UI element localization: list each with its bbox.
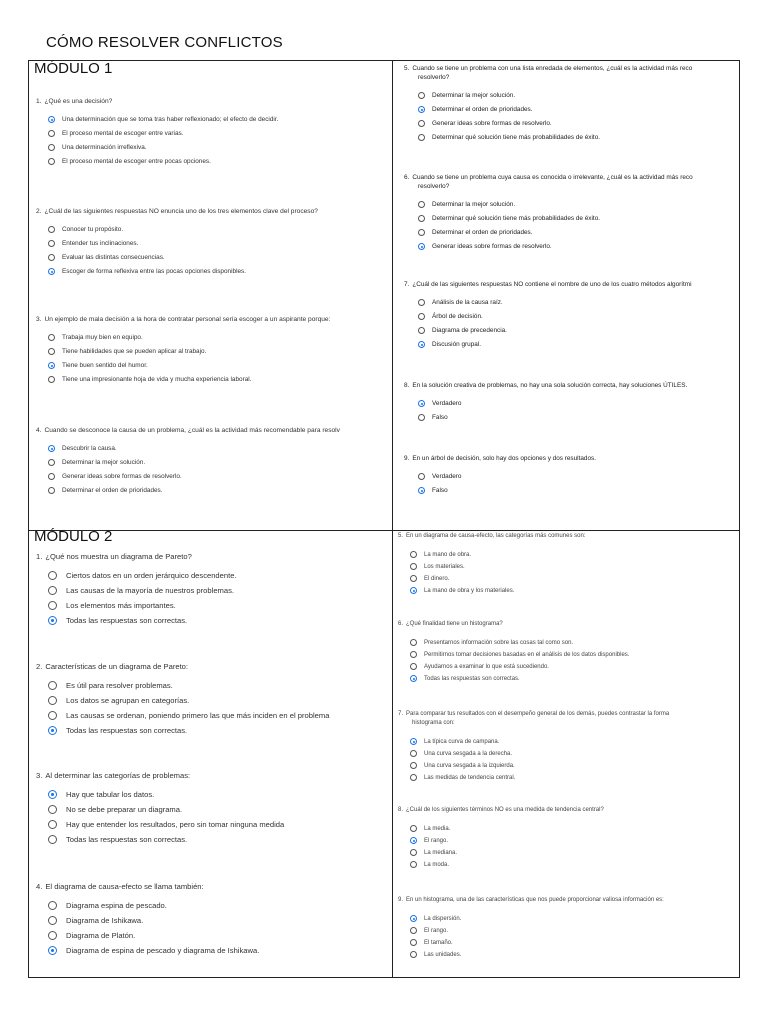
- answer-option[interactable]: [418, 92, 739, 99]
- answer-option-label: La mano de obra.: [424, 551, 472, 558]
- answer-option[interactable]: [48, 226, 390, 233]
- answer-option[interactable]: [48, 158, 390, 165]
- module-2-left-panel: [36, 552, 390, 976]
- radio-unselected-icon[interactable]: [48, 696, 57, 705]
- answer-option[interactable]: [418, 473, 739, 480]
- radio-selected-icon[interactable]: [48, 790, 57, 799]
- question-text: [398, 806, 739, 815]
- answer-option-label: Conocer tu propósito.: [62, 226, 124, 233]
- question: [36, 207, 390, 275]
- radio-unselected-icon[interactable]: [48, 571, 57, 580]
- answer-option[interactable]: [410, 663, 739, 670]
- question: [404, 381, 739, 421]
- answer-option[interactable]: [48, 240, 390, 247]
- answer-option[interactable]: [48, 711, 390, 720]
- question-number: 3.: [36, 771, 43, 780]
- radio-selected-icon[interactable]: [418, 243, 425, 250]
- answer-option[interactable]: [418, 487, 739, 494]
- answer-option-label: Los materiales.: [424, 563, 465, 570]
- document-title: CÓMO RESOLVER CONFLICTOS: [46, 34, 283, 51]
- question-text: [36, 662, 390, 671]
- radio-unselected-icon[interactable]: [48, 931, 57, 940]
- answer-option-label: El tamaño.: [424, 939, 453, 946]
- answer-option[interactable]: [48, 571, 390, 580]
- radio-unselected-icon[interactable]: [410, 774, 417, 781]
- answer-option-label: Las causas de la mayoría de nuestros problemas.: [66, 586, 234, 595]
- radio-unselected-icon[interactable]: [410, 563, 417, 570]
- radio-unselected-icon[interactable]: [418, 92, 425, 99]
- module-2-right-panel: [398, 532, 739, 976]
- question-label: ¿Qué es una decisión?: [44, 98, 113, 105]
- answer-option[interactable]: [410, 563, 739, 570]
- answer-option-label: No se debe preparar un diagrama.: [66, 805, 183, 814]
- question-number: 7.: [404, 281, 410, 288]
- answer-option[interactable]: [48, 334, 390, 341]
- answer-option[interactable]: [48, 487, 390, 494]
- answer-option[interactable]: [48, 901, 390, 910]
- radio-unselected-icon[interactable]: [410, 651, 417, 658]
- question-number: 5.: [398, 533, 404, 539]
- answer-option-label: Determinar el orden de prioridades.: [432, 106, 533, 113]
- answer-option-label: Todas las respuestas son correctas.: [66, 616, 188, 625]
- answer-option-label: El dinero.: [424, 575, 450, 582]
- answer-option-label: Todas las respuestas son correctas.: [66, 726, 188, 735]
- answer-option-label: Todas las respuestas son correctas.: [66, 835, 188, 844]
- radio-selected-icon[interactable]: [410, 738, 417, 745]
- radio-unselected-icon[interactable]: [418, 299, 425, 306]
- answer-option[interactable]: [418, 414, 739, 421]
- question-text: [398, 532, 739, 541]
- answer-option[interactable]: [418, 327, 739, 334]
- question-label: Características de un diagrama de Pareto:: [45, 662, 189, 671]
- answer-option[interactable]: [410, 762, 739, 769]
- radio-unselected-icon[interactable]: [48, 820, 57, 829]
- right-border: [739, 60, 740, 978]
- answer-option-label: Diagrama de Ishikawa.: [66, 916, 144, 925]
- radio-unselected-icon[interactable]: [48, 254, 55, 261]
- radio-unselected-icon[interactable]: [418, 229, 425, 236]
- question-number: 5.: [404, 65, 410, 72]
- answer-option[interactable]: [48, 916, 390, 925]
- radio-unselected-icon[interactable]: [48, 805, 57, 814]
- question: [398, 806, 739, 868]
- answer-option-label: Generar ideas sobre formas de resolverlo.: [432, 120, 552, 127]
- answer-option-label: Descubrir la causa.: [62, 445, 117, 452]
- question-text: [36, 426, 390, 435]
- question-text: [404, 280, 739, 289]
- radio-selected-icon[interactable]: [410, 837, 417, 844]
- answer-option-label: Determinar qué solución tiene más probabilidades de éxito.: [432, 215, 601, 222]
- radio-unselected-icon[interactable]: [418, 473, 425, 480]
- answer-option[interactable]: [48, 790, 390, 799]
- radio-unselected-icon[interactable]: [410, 951, 417, 958]
- answer-option[interactable]: [48, 805, 390, 814]
- answer-option-label: La mano de obra y los materiales.: [424, 587, 515, 594]
- answer-option[interactable]: [48, 116, 390, 123]
- radio-unselected-icon[interactable]: [48, 681, 57, 690]
- answer-option[interactable]: [418, 341, 739, 348]
- answer-option[interactable]: [418, 134, 739, 141]
- answer-option[interactable]: [48, 445, 390, 452]
- question-label: En un árbol de decisión, solo hay dos opciones y dos resultados.: [412, 455, 597, 462]
- question-label: Cuando se tiene un problema con una lista enredada de elementos, ¿cuál es la actividad más reco: [412, 65, 693, 72]
- answer-option[interactable]: [418, 243, 739, 250]
- radio-unselected-icon[interactable]: [410, 849, 417, 856]
- question-number: 2.: [36, 662, 43, 671]
- answer-option[interactable]: [48, 254, 390, 261]
- answer-option-label: Determinar el orden de prioridades.: [432, 229, 533, 236]
- answer-option-label: Hay que entender los resultados, pero sin tomar ninguna medida: [66, 820, 285, 829]
- radio-selected-icon[interactable]: [418, 341, 425, 348]
- question: [36, 315, 390, 383]
- radio-unselected-icon[interactable]: [48, 487, 55, 494]
- question-number: 3.: [36, 316, 42, 323]
- radio-unselected-icon[interactable]: [410, 939, 417, 946]
- radio-unselected-icon[interactable]: [410, 750, 417, 757]
- answer-option[interactable]: [48, 130, 390, 137]
- question: [398, 710, 739, 781]
- radio-unselected-icon[interactable]: [410, 927, 417, 934]
- question-label: ¿Cuál de los siguientes términos NO es una medida de tendencia central?: [406, 807, 604, 813]
- question: [36, 426, 390, 494]
- answer-option[interactable]: [48, 946, 390, 955]
- radio-unselected-icon[interactable]: [410, 663, 417, 670]
- answer-option[interactable]: [410, 939, 739, 946]
- answer-option-label: El proceso mental de escoger entre varias.: [62, 130, 184, 137]
- answer-option-label: Escoger de forma reflexiva entre las pocas opciones disponibles.: [62, 268, 247, 275]
- radio-unselected-icon[interactable]: [418, 134, 425, 141]
- radio-unselected-icon[interactable]: [418, 120, 425, 127]
- question-text: [36, 882, 390, 891]
- radio-unselected-icon[interactable]: [418, 313, 425, 320]
- question-label: Cuando se desconoce la causa de un problema, ¿cuál es la actividad más recomendable para resolv: [44, 427, 340, 434]
- answer-option[interactable]: [48, 681, 390, 690]
- answer-option-label: Diagrama de precedencia.: [432, 327, 507, 334]
- answer-option[interactable]: [48, 726, 390, 735]
- question-label: En un histograma, una de las características que nos puede proporcionar valiosa información es:: [406, 897, 664, 903]
- answer-option-label: Los elementos más importantes.: [66, 601, 176, 610]
- column-divider: [392, 60, 393, 978]
- answer-option[interactable]: [418, 229, 739, 236]
- module-1-title: MÓDULO 1: [34, 60, 113, 77]
- answer-option[interactable]: [410, 849, 739, 856]
- radio-unselected-icon[interactable]: [48, 901, 57, 910]
- radio-unselected-icon[interactable]: [48, 376, 55, 383]
- answer-option-label: El rango.: [424, 927, 449, 934]
- question-text: [398, 620, 739, 629]
- answer-option-label: La típica curva de campana.: [424, 738, 500, 745]
- radio-unselected-icon[interactable]: [48, 334, 55, 341]
- question-text: [36, 207, 390, 216]
- answer-option-label: Ciertos datos en un orden jerárquico descendente.: [66, 571, 237, 580]
- answer-option[interactable]: [418, 106, 739, 113]
- radio-unselected-icon[interactable]: [48, 348, 55, 355]
- answer-option-label: La media.: [424, 825, 451, 832]
- answer-option-label: Generar ideas sobre formas de resolverlo.: [432, 243, 552, 250]
- question-text-continued: resolverlo?: [418, 183, 450, 190]
- question-text: [404, 64, 739, 73]
- question-label: Un ejemplo de mala decisión a la hora de contratar personal sería escoger a un aspirante porque:: [44, 316, 331, 323]
- answer-option[interactable]: [418, 201, 739, 208]
- answer-option-label: Es útil para resolver problemas.: [66, 681, 173, 690]
- radio-selected-icon[interactable]: [48, 726, 57, 735]
- question-number: 8.: [398, 807, 404, 813]
- radio-unselected-icon[interactable]: [48, 130, 55, 137]
- answer-option[interactable]: [48, 362, 390, 369]
- question: [398, 896, 739, 958]
- radio-selected-icon[interactable]: [418, 400, 425, 407]
- question: [404, 173, 739, 250]
- radio-selected-icon[interactable]: [48, 268, 55, 275]
- answer-option[interactable]: [410, 575, 739, 582]
- radio-selected-icon[interactable]: [48, 616, 57, 625]
- module-1-right-panel: [404, 64, 739, 526]
- question-number: 6.: [404, 174, 410, 181]
- radio-selected-icon[interactable]: [48, 116, 55, 123]
- question-number: 9.: [404, 455, 410, 462]
- answer-option-label: Ayudarnos a examinar lo que está sucediendo.: [424, 663, 549, 670]
- answer-option[interactable]: [410, 750, 739, 757]
- question-label: ¿Cuál de las siguientes respuestas NO enuncia uno de los tres elementos clave del proceso?: [44, 208, 318, 215]
- radio-selected-icon[interactable]: [418, 106, 425, 113]
- answer-option-label: Determinar la mejor solución.: [62, 459, 146, 466]
- answer-option-label: Falso: [432, 487, 448, 494]
- question-number: 2.: [36, 208, 42, 215]
- question-label: ¿Qué finalidad tiene un histograma?: [406, 621, 503, 627]
- module-2-title: MÓDULO 2: [34, 528, 113, 545]
- question-label: En la solución creativa de problemas, no hay una sola solución correcta, hay soluciones ÚTILES.: [412, 382, 688, 389]
- answer-option[interactable]: [418, 215, 739, 222]
- question-number: 7.: [398, 711, 404, 717]
- answer-option[interactable]: [48, 459, 390, 466]
- answer-option-label: Una determinación irreflexiva.: [62, 144, 147, 151]
- answer-option[interactable]: [418, 120, 739, 127]
- radio-unselected-icon[interactable]: [48, 144, 55, 151]
- question-text: [36, 97, 390, 106]
- radio-unselected-icon[interactable]: [410, 825, 417, 832]
- question-text: [404, 381, 739, 390]
- answer-option-label: Todas las respuestas son correctas.: [424, 675, 520, 682]
- answer-option[interactable]: [48, 696, 390, 705]
- question-label: Para comparar tus resultados con el desempeño general de los demás, puedes contrastar la forma: [406, 711, 670, 717]
- radio-unselected-icon[interactable]: [48, 835, 57, 844]
- answer-option[interactable]: [48, 473, 390, 480]
- question-text: [36, 552, 390, 561]
- question: [36, 97, 390, 165]
- question-text: [398, 710, 739, 719]
- question-text: [404, 454, 739, 463]
- answer-option[interactable]: [410, 738, 739, 745]
- answer-option-label: Permitirnos tomar decisiones basadas en el análisis de los datos disponibles.: [424, 651, 630, 658]
- radio-selected-icon[interactable]: [410, 675, 417, 682]
- radio-unselected-icon[interactable]: [418, 215, 425, 222]
- radio-unselected-icon[interactable]: [48, 459, 55, 466]
- radio-unselected-icon[interactable]: [48, 158, 55, 165]
- radio-selected-icon[interactable]: [410, 587, 417, 594]
- radio-unselected-icon[interactable]: [418, 327, 425, 334]
- answer-option-label: Determinar la mejor solución.: [432, 201, 516, 208]
- module-divider: [28, 530, 740, 531]
- question: [404, 454, 739, 494]
- radio-unselected-icon[interactable]: [48, 226, 55, 233]
- answer-option-label: La moda.: [424, 861, 450, 868]
- answer-option-label: Presentarnos información sobre las cosas tal como son.: [424, 639, 574, 646]
- answer-option-label: Árbol de decisión.: [432, 313, 483, 320]
- radio-unselected-icon[interactable]: [48, 240, 55, 247]
- question-number: 4.: [36, 427, 42, 434]
- question: [36, 771, 390, 844]
- question-text-continued: resolverlo?: [418, 74, 450, 81]
- answer-option-label: Hay que tabular los datos.: [66, 790, 155, 799]
- answer-option[interactable]: [410, 927, 739, 934]
- answer-option-label: Verdadero: [432, 400, 462, 407]
- answer-option-label: Las medidas de tendencia central.: [424, 774, 516, 781]
- answer-option-label: Determinar qué solución tiene más probabilidades de éxito.: [432, 134, 601, 141]
- answer-option-label: Entender tus inclinaciones.: [62, 240, 139, 247]
- radio-selected-icon[interactable]: [48, 362, 55, 369]
- radio-unselected-icon[interactable]: [418, 201, 425, 208]
- radio-selected-icon[interactable]: [418, 487, 425, 494]
- radio-unselected-icon[interactable]: [48, 601, 57, 610]
- question: [404, 64, 739, 141]
- answer-option[interactable]: [410, 951, 739, 958]
- answer-option-label: Diagrama de espina de pescado y diagrama de Ishikawa.: [66, 946, 260, 955]
- answer-option-label: Los datos se agrupan en categorías.: [66, 696, 190, 705]
- answer-option[interactable]: [410, 639, 739, 646]
- question-number: 9.: [398, 897, 404, 903]
- radio-unselected-icon[interactable]: [410, 575, 417, 582]
- question-text: [398, 896, 739, 905]
- answer-option-label: El proceso mental de escoger entre pocas opciones.: [62, 158, 211, 165]
- question-text: [36, 771, 390, 780]
- radio-selected-icon[interactable]: [48, 445, 55, 452]
- question-number: 6.: [398, 621, 404, 627]
- answer-option-label: Determinar el orden de prioridades.: [62, 487, 163, 494]
- answer-option-label: Las unidades.: [424, 951, 462, 958]
- answer-option[interactable]: [410, 675, 739, 682]
- radio-unselected-icon[interactable]: [48, 711, 57, 720]
- question-number: 1.: [36, 98, 42, 105]
- question-text: [404, 173, 739, 182]
- question-label: En un diagrama de causa-efecto, las categorías más comunes son:: [406, 533, 586, 539]
- question-label: El diagrama de causa-efecto se llama también:: [45, 882, 204, 891]
- answer-option[interactable]: [48, 144, 390, 151]
- question-label: ¿Cuál de las siguientes respuestas NO contiene el nombre de uno de los cuatro métodos algorítmi: [412, 281, 692, 288]
- answer-option-label: Evaluar las distintas consecuencias.: [62, 254, 165, 261]
- answer-option[interactable]: [410, 651, 739, 658]
- module-1-left-panel: [36, 97, 390, 527]
- answer-option[interactable]: [410, 825, 739, 832]
- radio-unselected-icon[interactable]: [48, 586, 57, 595]
- answer-option-label: Una determinación que se toma tras haber reflexionado; el efecto de decidir.: [62, 116, 279, 123]
- answer-option-label: Diagrama espina de pescado.: [66, 901, 167, 910]
- radio-selected-icon[interactable]: [48, 946, 57, 955]
- question: [398, 620, 739, 682]
- question-label: Al determinar las categorías de problemas:: [45, 771, 191, 780]
- answer-option[interactable]: [410, 774, 739, 781]
- question-text: [36, 315, 390, 324]
- answer-option[interactable]: [48, 820, 390, 829]
- question: [398, 532, 739, 594]
- answer-option[interactable]: [48, 601, 390, 610]
- question-number: 8.: [404, 382, 410, 389]
- radio-unselected-icon[interactable]: [410, 762, 417, 769]
- answer-option-label: Una curva sesgada a la izquierda.: [424, 762, 515, 769]
- answer-option[interactable]: [48, 268, 390, 275]
- answer-option-label: Discusión grupal.: [432, 341, 482, 348]
- radio-unselected-icon[interactable]: [48, 916, 57, 925]
- answer-option-label: Análisis de la causa raíz.: [432, 299, 503, 306]
- answer-option-label: La dispersión.: [424, 915, 462, 922]
- answer-option[interactable]: [418, 299, 739, 306]
- answer-option[interactable]: [410, 551, 739, 558]
- answer-option-label: Verdadero: [432, 473, 462, 480]
- answer-option[interactable]: [410, 861, 739, 868]
- answer-option-label: Una curva sesgada a la derecha.: [424, 750, 513, 757]
- answer-option[interactable]: [418, 313, 739, 320]
- question-label: Cuando se tiene un problema cuya causa es conocida o irrelevante, ¿cuál es la actividad más reco: [412, 174, 693, 181]
- answer-option-label: Trabaja muy bien en equipo.: [62, 334, 143, 341]
- question: [36, 882, 390, 955]
- answer-option-label: Falso: [432, 414, 448, 421]
- answer-option[interactable]: [410, 915, 739, 922]
- answer-option[interactable]: [410, 587, 739, 594]
- question-text-continued: histograma con:: [412, 720, 455, 726]
- answer-option-label: Generar ideas sobre formas de resolverlo.: [62, 473, 182, 480]
- question-number: 1.: [36, 552, 43, 561]
- question-number: 4.: [36, 882, 43, 891]
- answer-option[interactable]: [48, 931, 390, 940]
- answer-option-label: Determinar la mejor solución.: [432, 92, 516, 99]
- radio-unselected-icon[interactable]: [48, 473, 55, 480]
- answer-option-label: Diagrama de Platón.: [66, 931, 136, 940]
- answer-option[interactable]: [48, 376, 390, 383]
- radio-unselected-icon[interactable]: [410, 861, 417, 868]
- question: [36, 662, 390, 735]
- question: [404, 280, 739, 348]
- answer-option-label: Tiene buen sentido del humor.: [62, 362, 148, 369]
- radio-selected-icon[interactable]: [410, 915, 417, 922]
- answer-option[interactable]: [410, 837, 739, 844]
- answer-option-label: Tiene habilidades que se pueden aplicar al trabajo.: [62, 348, 207, 355]
- answer-option[interactable]: [48, 616, 390, 625]
- answer-option[interactable]: [48, 348, 390, 355]
- answer-option-label: El rango.: [424, 837, 449, 844]
- radio-unselected-icon[interactable]: [410, 639, 417, 646]
- answer-option-label: Tiene una impresionante hoja de vida y mucha experiencia laboral.: [62, 376, 252, 383]
- answer-option[interactable]: [48, 835, 390, 844]
- answer-option[interactable]: [418, 400, 739, 407]
- answer-option-label: La mediana.: [424, 849, 458, 856]
- radio-unselected-icon[interactable]: [418, 414, 425, 421]
- radio-unselected-icon[interactable]: [410, 551, 417, 558]
- question: [36, 552, 390, 625]
- answer-option-label: Las causas se ordenan, poniendo primero las que más inciden en el problema: [66, 711, 330, 720]
- answer-option[interactable]: [48, 586, 390, 595]
- question-label: ¿Qué nos muestra un diagrama de Pareto?: [45, 552, 192, 561]
